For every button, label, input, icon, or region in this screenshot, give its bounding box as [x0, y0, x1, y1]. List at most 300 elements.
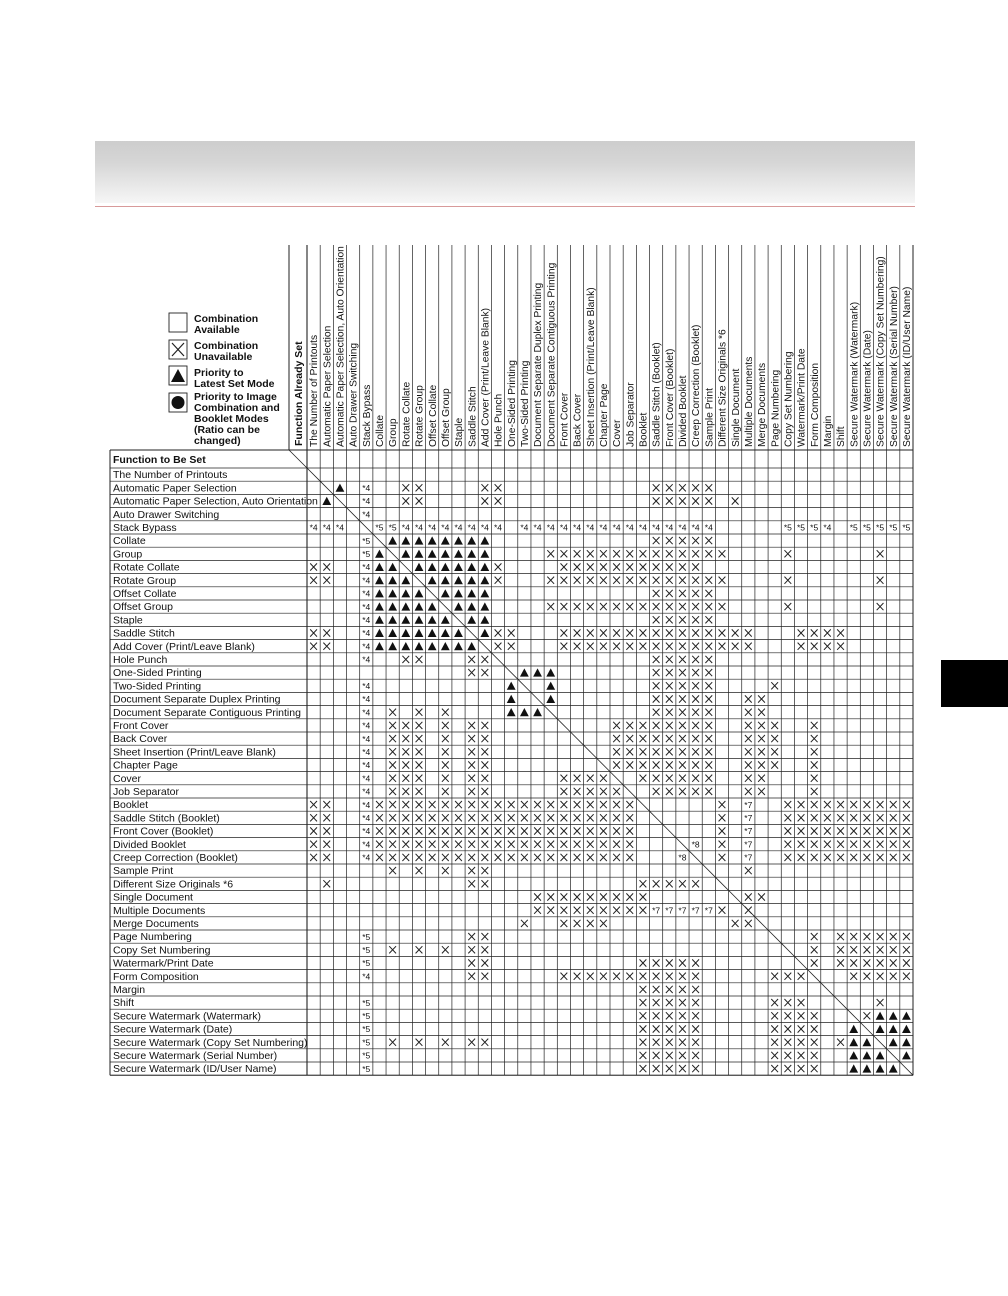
- row-label: Secure Watermark (Copy Set Numbering): [113, 1036, 308, 1049]
- note-marker: *4: [322, 522, 331, 533]
- triangle-icon: [520, 708, 529, 716]
- self-diagonal: [623, 785, 636, 798]
- triangle-icon: [428, 563, 437, 571]
- triangle-icon: [520, 668, 529, 676]
- column-header: Job Separator: [625, 382, 637, 447]
- note-marker: *5: [362, 931, 371, 942]
- triangle-icon: [415, 536, 424, 544]
- triangle-icon: [467, 589, 476, 597]
- note-marker: *4: [625, 522, 634, 533]
- triangle-icon: [849, 1064, 858, 1072]
- triangle-icon: [849, 1038, 858, 1046]
- self-diagonal: [610, 772, 623, 785]
- self-diagonal: [676, 838, 689, 851]
- triangle-icon: [533, 708, 542, 716]
- row-label: Copy Set Numbering: [113, 944, 211, 957]
- triangle-icon: [454, 536, 463, 544]
- triangle-icon: [401, 602, 410, 610]
- triangle-icon: [454, 563, 463, 571]
- triangle-icon: [480, 576, 489, 584]
- row-label: Secure Watermark (ID/User Name): [113, 1063, 277, 1076]
- column-header: Page Numbering: [770, 369, 782, 447]
- triangle-icon: [546, 682, 555, 690]
- triangle-icon: [507, 708, 516, 716]
- triangle-icon: [375, 629, 384, 637]
- column-header: Cover: [612, 419, 624, 447]
- note-marker: *4: [362, 575, 371, 586]
- triangle-icon: [428, 616, 437, 624]
- triangle-icon: [401, 576, 410, 584]
- triangle-icon: [401, 616, 410, 624]
- triangle-icon: [467, 563, 476, 571]
- legend-priority-latest: Priority to: [194, 367, 244, 379]
- column-header: Automatic Paper Selection: [322, 325, 334, 447]
- triangle-icon: [454, 576, 463, 584]
- self-diagonal: [847, 1009, 860, 1022]
- triangle-icon: [454, 550, 463, 558]
- row-label: Document Separate Duplex Printing: [113, 693, 281, 706]
- note-marker: *5: [362, 1011, 371, 1021]
- note-marker: *4: [362, 483, 371, 493]
- self-diagonal: [320, 481, 333, 494]
- self-diagonal: [426, 587, 439, 600]
- column-header: Shift: [836, 426, 848, 447]
- row-label: Front Cover (Booklet): [113, 825, 214, 838]
- self-diagonal: [663, 824, 676, 837]
- triangle-icon: [902, 1051, 911, 1059]
- self-diagonal: [360, 521, 373, 534]
- self-diagonal: [768, 930, 781, 943]
- note-marker: *4: [362, 839, 371, 850]
- note-marker: *4: [362, 799, 371, 810]
- column-header: Rotate Collate: [401, 381, 413, 447]
- triangle-icon: [546, 695, 555, 703]
- note-marker: *5: [362, 535, 371, 546]
- note-marker: *4: [335, 522, 344, 533]
- column-header: Copy Set Numbering: [783, 351, 795, 447]
- note-marker: *4: [441, 522, 450, 533]
- triangle-icon: [876, 1051, 885, 1059]
- triangle-icon: [336, 484, 345, 492]
- triangle-icon: [862, 1038, 871, 1046]
- note-marker: *4: [638, 522, 647, 533]
- triangle-icon: [388, 616, 397, 624]
- triangle-icon: [441, 563, 450, 571]
- row-label: Staple: [113, 614, 143, 627]
- note-marker: *7: [744, 799, 753, 810]
- column-header: Single Document: [730, 368, 742, 447]
- self-diagonal: [570, 732, 583, 745]
- self-diagonal: [584, 745, 597, 758]
- note-marker: *4: [665, 522, 674, 533]
- triangle-icon: [428, 550, 437, 558]
- note-marker: *4: [678, 522, 687, 533]
- note-marker: *7: [744, 813, 753, 823]
- note-marker: *4: [362, 720, 371, 731]
- self-diagonal: [544, 706, 557, 719]
- note-marker: *4: [586, 522, 595, 533]
- note-marker: *4: [480, 522, 489, 533]
- triangle-icon: [415, 642, 424, 650]
- self-diagonal: [742, 904, 755, 917]
- column-header: Document Separate Contiguous Printing: [546, 262, 558, 447]
- triangle-icon: [849, 1025, 858, 1033]
- note-marker: *7: [744, 826, 753, 837]
- row-label: Stack Bypass: [113, 522, 177, 534]
- triangle-icon: [428, 536, 437, 544]
- rows-axis-title: Function to Be Set: [113, 454, 206, 466]
- note-marker: *4: [573, 522, 582, 533]
- row-label: Form Composition: [113, 970, 199, 983]
- self-diagonal: [715, 877, 728, 890]
- triangle-icon: [533, 668, 542, 676]
- note-marker: *4: [362, 971, 371, 982]
- triangle-icon: [876, 1064, 885, 1072]
- note-marker: *5: [362, 549, 371, 559]
- note-marker: *4: [652, 522, 661, 533]
- note-marker: *4: [309, 522, 318, 533]
- triangle-icon: [876, 1012, 885, 1020]
- triangle-icon: [375, 576, 384, 584]
- row-label: Chapter Page: [113, 759, 178, 772]
- row-label: Multiple Documents: [113, 904, 206, 917]
- note-marker: *4: [467, 522, 476, 533]
- note-marker: *4: [362, 654, 371, 665]
- column-header: Staple: [454, 417, 466, 447]
- triangle-icon: [441, 642, 450, 650]
- column-header: Two-Sided Printing: [519, 360, 531, 447]
- row-label: Collate: [113, 535, 146, 548]
- row-label: Watermark/Print Date: [113, 957, 214, 970]
- triangle-icon: [889, 1064, 898, 1072]
- column-header: Secure Watermark (Date): [862, 330, 874, 447]
- column-header: Saddle Stitch: [467, 386, 479, 447]
- triangle-icon: [428, 629, 437, 637]
- triangle-icon: [401, 642, 410, 650]
- row-label: Shift: [113, 997, 135, 1010]
- row-label: The Number of Printouts: [113, 469, 228, 482]
- row-label: Secure Watermark (Serial Number): [113, 1050, 278, 1062]
- self-diagonal: [412, 574, 425, 587]
- note-marker: *7: [678, 905, 687, 916]
- self-diagonal: [860, 1022, 873, 1035]
- note-marker: *4: [414, 522, 424, 533]
- self-diagonal: [491, 653, 504, 666]
- triangle-icon: [889, 1025, 898, 1033]
- column-header: Sample Print: [704, 388, 716, 447]
- triangle-icon: [902, 1038, 911, 1046]
- note-marker: *4: [704, 522, 713, 533]
- note-marker: *4: [362, 760, 371, 771]
- note-marker: *4: [362, 707, 371, 718]
- columns-axis-title: Function Already Set: [293, 341, 305, 446]
- row-label: One-Sided Printing: [113, 667, 202, 680]
- circle-icon: [172, 396, 185, 409]
- row-label: Sample Print: [113, 865, 174, 878]
- self-diagonal: [307, 468, 320, 481]
- column-header: Collate: [375, 414, 387, 447]
- note-marker: *4: [362, 813, 371, 823]
- triangle-icon: [388, 563, 397, 571]
- row-label: Auto Drawer Switching: [113, 508, 220, 521]
- column-header: Different Size Originals *6: [717, 329, 729, 447]
- row-label: Merge Documents: [113, 918, 199, 930]
- note-marker: *4: [362, 562, 371, 573]
- self-diagonal: [808, 970, 821, 983]
- note-marker: *5: [362, 1063, 371, 1074]
- column-header: Front Cover (Booklet): [664, 348, 676, 447]
- available-swatch: [169, 313, 187, 332]
- note-marker: *4: [612, 522, 621, 533]
- row-label: Rotate Group: [113, 574, 177, 587]
- note-marker: *5: [362, 958, 371, 969]
- triangle-icon: [467, 576, 476, 584]
- column-header: The Number of Printouts: [309, 334, 321, 447]
- note-marker: *5: [889, 522, 898, 533]
- note-marker: *5: [810, 522, 819, 533]
- triangle-icon: [467, 602, 476, 610]
- note-marker: *4: [546, 522, 555, 533]
- column-header: Divided Booklet: [678, 375, 690, 447]
- row-label: Rotate Collate: [113, 561, 180, 574]
- note-marker: *5: [783, 522, 792, 533]
- triangle-icon: [415, 602, 424, 610]
- triangle-icon: [849, 1051, 858, 1059]
- note-marker: *4: [362, 747, 371, 757]
- self-diagonal: [452, 613, 465, 626]
- self-diagonal: [821, 983, 834, 996]
- triangle-icon: [375, 550, 384, 558]
- note-marker: *4: [362, 786, 371, 797]
- note-marker: *7: [691, 905, 700, 916]
- self-diagonal: [636, 798, 649, 811]
- triangle-icon: [902, 1012, 911, 1020]
- self-diagonal: [373, 534, 386, 547]
- triangle-icon: [401, 589, 410, 597]
- triangle-icon: [454, 629, 463, 637]
- row-label: Divided Booklet: [113, 838, 186, 851]
- row-label: Offset Collate: [113, 588, 177, 600]
- legend-priority-latest: Latest Set Mode: [194, 378, 275, 390]
- legend-priority-image: (Ratio can be: [194, 424, 260, 436]
- triangle-icon: [441, 536, 450, 544]
- legend-available: Available: [194, 324, 240, 336]
- triangle-icon: [546, 668, 555, 676]
- self-diagonal: [873, 1036, 886, 1049]
- column-header: Chapter Page: [599, 383, 611, 447]
- triangle-icon: [480, 589, 489, 597]
- triangle-icon: [862, 1051, 871, 1059]
- row-label: Group: [113, 548, 143, 561]
- row-label: Front Cover: [113, 720, 169, 732]
- legend-priority-image: Priority to Image: [194, 391, 277, 403]
- triangle-icon: [480, 536, 489, 544]
- triangle-icon: [507, 695, 516, 703]
- note-marker: *8: [691, 839, 700, 850]
- column-header: Automatic Paper Selection, Auto Orientation: [335, 246, 347, 447]
- note-marker: *4: [362, 509, 371, 520]
- legend-available: Combination: [194, 313, 259, 325]
- triangle-icon: [428, 642, 437, 650]
- row-label: Two-Sided Printing: [113, 680, 202, 693]
- triangle-icon: [467, 550, 476, 558]
- column-header: Multiple Documents: [743, 356, 755, 447]
- triangle-icon: [401, 629, 410, 637]
- note-marker: *7: [744, 852, 753, 863]
- triangle-icon: [454, 589, 463, 597]
- note-marker: *5: [862, 522, 871, 533]
- column-header: Merge Documents: [757, 362, 769, 447]
- note-marker: *4: [520, 522, 529, 533]
- triangle-icon: [862, 1064, 871, 1072]
- note-marker: *5: [375, 522, 384, 533]
- row-label: Add Cover (Print/Leave Blank): [113, 640, 255, 653]
- triangle-icon: [415, 616, 424, 624]
- column-header: Sheet Insertion (Print/Leave Blank): [585, 287, 597, 447]
- column-header: Secure Watermark (Serial Number): [888, 286, 900, 447]
- note-marker: *5: [902, 522, 911, 533]
- triangle-icon: [441, 576, 450, 584]
- note-marker: *4: [533, 522, 542, 533]
- legend-priority-image: Booklet Modes: [194, 413, 269, 425]
- triangle-icon: [415, 629, 424, 637]
- triangle-icon: [375, 642, 384, 650]
- axis-diagonal: [289, 450, 307, 468]
- triangle-icon: [507, 682, 516, 690]
- note-marker: *4: [362, 852, 371, 863]
- note-marker: *5: [362, 1037, 371, 1048]
- row-label: Cover: [113, 772, 142, 785]
- triangle-icon: [467, 616, 476, 624]
- note-marker: *4: [493, 522, 503, 533]
- column-header: Form Composition: [809, 362, 821, 447]
- column-header: Stack Bypass: [361, 384, 373, 447]
- note-marker: *4: [362, 588, 371, 599]
- note-marker: *4: [362, 628, 371, 639]
- note-marker: *5: [876, 522, 885, 533]
- note-marker: *7: [665, 905, 674, 916]
- triangle-icon: [388, 629, 397, 637]
- triangle-icon: [401, 536, 410, 544]
- row-label: Job Separator: [113, 786, 179, 798]
- triangle-icon: [415, 589, 424, 597]
- triangle-icon: [480, 616, 489, 624]
- triangle-icon: [876, 1025, 885, 1033]
- column-header: Saddle Stitch (Booklet): [651, 342, 663, 447]
- note-marker: *4: [401, 522, 410, 533]
- triangle-icon: [375, 589, 384, 597]
- triangle-icon: [428, 602, 437, 610]
- note-marker: *7: [744, 839, 753, 850]
- column-header: Hole Punch: [493, 393, 505, 447]
- note-marker: *4: [362, 773, 371, 784]
- row-label: Automatic Paper Selection, Auto Orientation: [113, 495, 318, 508]
- row-label: Single Document: [113, 891, 193, 904]
- note-marker: *5: [362, 945, 371, 955]
- triangle-icon: [441, 616, 450, 624]
- column-header: Creep Correction (Booklet): [691, 324, 703, 447]
- row-label: Offset Group: [113, 601, 173, 614]
- self-diagonal: [794, 956, 807, 969]
- triangle-icon: [441, 550, 450, 558]
- legend-unavailable: Unavailable: [194, 351, 253, 363]
- legend-priority-image: Combination and: [194, 402, 280, 414]
- column-header: Margin: [822, 415, 834, 447]
- column-header: Watermark/Print Date: [796, 348, 808, 447]
- row-label: Saddle Stitch: [113, 627, 175, 640]
- note-marker: *5: [362, 1024, 371, 1035]
- triangle-icon: [428, 576, 437, 584]
- column-header: Booklet: [638, 412, 650, 447]
- self-diagonal: [781, 943, 794, 956]
- legend-priority-image: changed): [194, 435, 241, 447]
- row-label: Secure Watermark (Watermark): [113, 1010, 261, 1023]
- column-header: Add Cover (Print/Leave Blank): [480, 307, 492, 447]
- self-diagonal: [333, 494, 346, 507]
- self-diagonal: [557, 719, 570, 732]
- triangle-icon: [388, 642, 397, 650]
- note-marker: *5: [388, 522, 397, 533]
- note-marker: *4: [454, 522, 463, 533]
- self-diagonal: [465, 626, 478, 639]
- row-label: Hole Punch: [113, 654, 168, 666]
- note-marker: *4: [362, 601, 371, 612]
- self-diagonal: [702, 864, 715, 877]
- triangle-icon: [480, 563, 489, 571]
- triangle-icon: [375, 563, 384, 571]
- row-label: Automatic Paper Selection: [113, 482, 237, 495]
- row-label: Secure Watermark (Date): [113, 1023, 233, 1036]
- triangle-icon: [902, 1025, 911, 1033]
- note-marker: *8: [678, 852, 687, 863]
- column-header: One-Sided Printing: [506, 359, 518, 447]
- triangle-icon: [889, 1038, 898, 1046]
- column-header: Secure Watermark (Watermark): [849, 301, 861, 447]
- note-marker: *4: [362, 615, 371, 625]
- triangle-icon: [388, 602, 397, 610]
- self-diagonal: [834, 996, 847, 1009]
- row-label: Back Cover: [113, 733, 168, 746]
- triangle-icon: [415, 550, 424, 558]
- self-diagonal: [478, 640, 491, 653]
- row-label: Creep Correction (Booklet): [113, 852, 238, 864]
- self-diagonal: [399, 560, 412, 573]
- note-marker: *7: [704, 905, 713, 916]
- note-marker: *4: [428, 522, 437, 533]
- self-diagonal: [650, 811, 663, 824]
- column-header: Auto Drawer Switching: [348, 342, 360, 447]
- note-marker: *4: [362, 641, 371, 652]
- column-header: Secure Watermark (Copy Set Numbering): [875, 256, 887, 447]
- triangle-icon: [467, 642, 476, 650]
- column-header: Secure Watermark (ID/User Name): [902, 286, 914, 447]
- triangle-icon: [441, 589, 450, 597]
- note-marker: *4: [362, 681, 371, 691]
- triangle-icon: [889, 1012, 898, 1020]
- self-diagonal: [597, 758, 610, 771]
- self-diagonal: [689, 851, 702, 864]
- triangle-icon: [480, 550, 489, 558]
- note-marker: *5: [362, 997, 371, 1008]
- triangle-icon: [480, 629, 489, 637]
- self-diagonal: [900, 1062, 913, 1075]
- note-marker: *4: [691, 522, 700, 533]
- note-marker: *4: [362, 733, 371, 744]
- triangle-icon: [467, 536, 476, 544]
- note-marker: *7: [652, 905, 661, 916]
- note-marker: *4: [362, 694, 371, 705]
- row-label: Booklet: [113, 799, 149, 812]
